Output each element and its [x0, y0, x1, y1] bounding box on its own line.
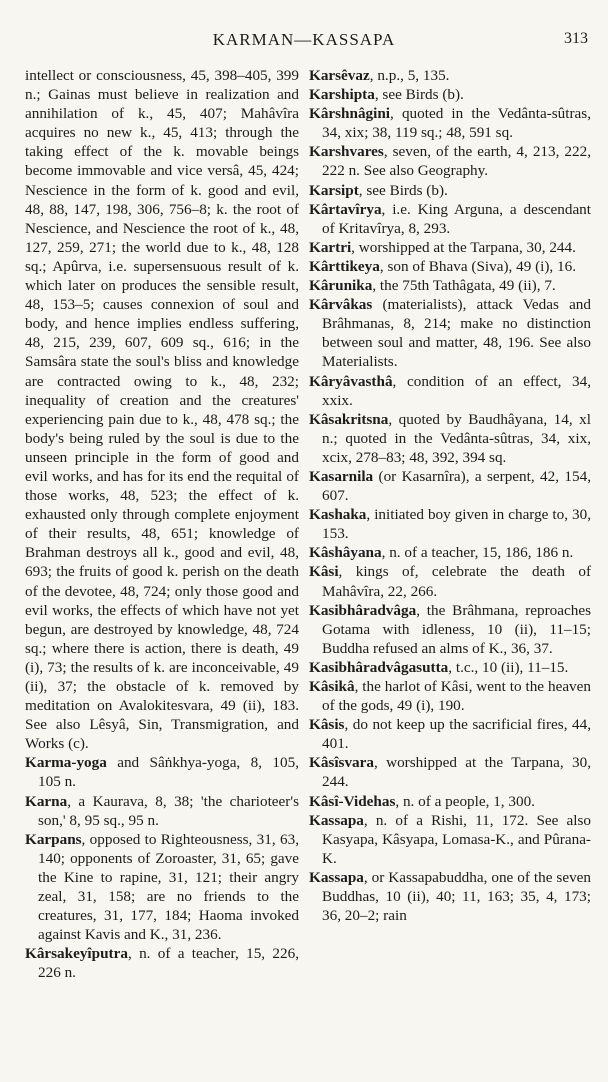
running-head-title: KARMAN—KASSAPA — [212, 30, 396, 49]
entry-text: , the Brâhmana, reproaches Gotama with idleness, 10 (ii), 11–15; Buddha refused an alms of K., 36, 37. — [322, 601, 591, 657]
index-entry — [309, 295, 591, 371]
entry-text: , t.c., 10 (ii), 11–15. — [448, 658, 569, 676]
entry-text: , n. of a Rishi, 11, 172. See also Kasyapa, Kâsyapa, Lomasa-K., and Pûrana-K. — [322, 811, 591, 867]
entry-headword: Kassapa — [309, 811, 364, 829]
index-entry — [309, 677, 591, 715]
entry-text: , opposed to Righteousness, 31, 63, 140; opponents of Zoroaster, 31, 65; gave the Kine to rapine, 31, 121; their angry zeal, 31, 158; are no friends to the creatures, 31, 177, 184; Haoma invoked against Kavis and K., 31, 236. — [38, 830, 299, 944]
entry-headword: Kâshâyana — [309, 544, 382, 562]
entry-headword: Kârshnâgini — [309, 105, 391, 123]
entry-text: (materialists), attack Vedas and Brâhmanas, 8, 214; make no distinction between soul and matter, 48, 196. See also Materialists. — [322, 296, 591, 371]
entry-headword: Kasibhâradvâga — [309, 601, 417, 619]
entry-headword: Kassapa — [309, 868, 364, 886]
entry-headword: Karsêvaz — [309, 67, 370, 84]
index-entry — [309, 66, 591, 85]
entry-text: , quoted by Baudhâyana, 14, xl n.; quoted in the Vedânta-sûtras, 34, xix, xcix, 278–83; 48, 392, 394 sq. — [322, 410, 591, 466]
entry-text: , seven, of the earth, 4, 213, 222, 222 n. See also Geography. — [322, 143, 591, 180]
entry-text: , a Kaurava, 8, 38; 'the charioteer's son,' 8, 95 sq., 95 n. — [38, 792, 299, 829]
index-entry — [309, 811, 591, 868]
entry-text: , son of Bhava (Siva), 49 (i), 16. — [379, 257, 576, 275]
index-entry — [25, 944, 299, 982]
index-entry — [309, 276, 591, 295]
entry-text: , condition of an effect, 34, xxix. — [322, 372, 591, 409]
index-entry — [25, 792, 299, 830]
entry-text: , quoted in the Vedânta-sûtras, 34, xix; 38, 119 sq.; 48, 591 sq. — [322, 105, 591, 142]
index-entry — [309, 142, 591, 180]
entry-text: , the harlot of Kâsi, went to the heaven of the gods, 49 (i), 190. — [322, 678, 591, 715]
index-entry — [309, 467, 591, 505]
index-entry — [309, 792, 591, 811]
index-entry — [309, 200, 591, 238]
entry-headword: Kârunika — [309, 277, 373, 295]
entry-headword: Kârttikeya — [309, 257, 380, 275]
entry-text: intellect or consciousness, 45, 398–405, 399 n.; Gainas must believe in realization and annihilation of k., 45, 407; Mahâvîra acquires no new k., 45, 413; through the taking effect of the k. movable beings become immovable and vice versâ, 45, 424; Nescience in the form of k. good and evil, 48, 88, 147, 198, 306, 756–8; k. the root of Nescience, and Nescience the root of k., 48, 127, 259, 271; the world due to k., 48, 128 sq.; Apûrva, i.e. supersensuous result of k. which later on produces the sensible result, 48, 153–5; causes connexion of soul and body, and hence implies endless suffering, 48, 215, 239, 607, 609 sq., 616; in the Samsâra state the soul's bliss and knowledge are contracted owing to k., 48, 232; inequality of creation and the creatures' experiencing pain due to k., 48, 478 sq.; the body's being ruled by the soul is due to the unseen principle in the form of good and evil works, and has for its end the requital of those works, 48, 523; the effect of k. exhausted only through complete enjoyment of their results, 48, 651; knowledge of Brahman destroys all k., good and evil, 48, 693; the fruits of good k. perish on the death of the devotee, 48, 724; only those good and evil works, the effects of which have not yet begun, are destroyed by knowledge, 48, 724 sq.; where there is action, there is death, 49 (i), 73; the results of k. are inconceivable, 49 (ii), 37; the obstacle of k. removed by meditation on Avalokitesvara, 49 (ii), 183. See also Lêsyâ, Sin, Transmigration, and Works (c). — [25, 67, 299, 753]
right-column — [309, 66, 591, 925]
entry-headword: Kârvâkas — [309, 296, 373, 314]
entry-headword: Kasibhâradvâgasutta — [309, 658, 449, 676]
entry-text: , i.e. King Arguna, a descendant of Kritavîrya, 8, 293. — [322, 200, 591, 237]
entry-headword: Kâsîsvara — [309, 754, 374, 772]
index-entry — [309, 505, 591, 543]
entry-text: , n. of a teacher, 15, 186, 186 n. — [381, 544, 574, 562]
entry-text: , initiated boy given in charge to, 30, 153. — [322, 506, 591, 543]
entry-text: , the 75th Tathâgata, 49 (ii), 7. — [372, 277, 556, 295]
entry-headword: Karshipta — [309, 86, 375, 104]
entry-text: , n. of a people, 1, 300. — [395, 792, 535, 810]
entry-text: and Sâṅkhya-yoga, 8, 105, 105 n. — [38, 754, 299, 791]
entry-headword: Kâsikâ — [309, 678, 355, 695]
entry-text: , n. of a teacher, 15, 226, 226 n. — [38, 945, 299, 982]
index-entry — [309, 658, 591, 677]
entry-text: , kings of, celebrate the death of Mahâvîra, 22, 266. — [322, 563, 591, 600]
index-entry — [25, 753, 299, 791]
entry-headword: Kartri — [309, 238, 352, 256]
page-number: 313 — [564, 30, 588, 47]
index-entry — [309, 753, 591, 791]
entry-text: , or Kassapabuddha, one of the seven Buddhas, 10 (ii), 40; 11, 163; 35, 4, 173; 36, 20–2; rain — [322, 868, 591, 925]
entry-text: , worshipped at the Tarpana, 30, 244. — [322, 754, 591, 791]
index-entry — [309, 372, 591, 410]
index-entry — [309, 410, 591, 467]
entry-headword: Kâsî-Videhas — [309, 792, 396, 810]
entry-headword: Karma-yoga — [25, 754, 107, 772]
index-entry-continued — [25, 66, 299, 753]
index-entry — [309, 868, 591, 925]
entry-text: , worshipped at the Tarpana, 30, 244. — [351, 238, 576, 256]
entry-headword: Kârtavîrya — [309, 200, 382, 218]
entry-headword: Karsipt — [309, 181, 359, 199]
entry-text: (or Kasarnîra), a serpent, 42, 154, 607. — [322, 467, 591, 505]
index-entry — [309, 601, 591, 658]
entry-headword: Karshvares — [309, 143, 384, 161]
index-entry — [309, 715, 591, 753]
entry-headword: Kâsakritsna — [309, 410, 389, 428]
entry-text: , n.p., 5, 135. — [369, 67, 450, 84]
index-entry — [309, 104, 591, 142]
entry-headword: Kâsi — [309, 563, 339, 581]
index-entry — [25, 830, 299, 945]
index-entry — [309, 543, 591, 562]
index-entry — [309, 238, 591, 257]
index-entry — [309, 181, 591, 200]
entry-text: , see Birds (b). — [358, 181, 448, 199]
entry-headword: Kâryâvasthâ — [309, 372, 393, 390]
index-entry — [309, 257, 591, 276]
page-header — [0, 30, 608, 52]
index-entry — [309, 85, 591, 104]
left-column — [25, 66, 299, 983]
entry-headword: Kâsis — [309, 716, 345, 734]
entry-headword: Kashaka — [309, 506, 367, 524]
entry-text: , see Birds (b). — [374, 86, 464, 104]
index-entry — [309, 562, 591, 600]
entry-headword: Kârsakeyîputra — [25, 945, 128, 963]
entry-text: , do not keep up the sacrificial fires, 44, 401. — [322, 716, 591, 753]
entry-headword: Karpans — [25, 830, 82, 848]
entry-headword: Karna — [25, 792, 68, 810]
entry-headword: Kasarnila — [309, 467, 374, 485]
